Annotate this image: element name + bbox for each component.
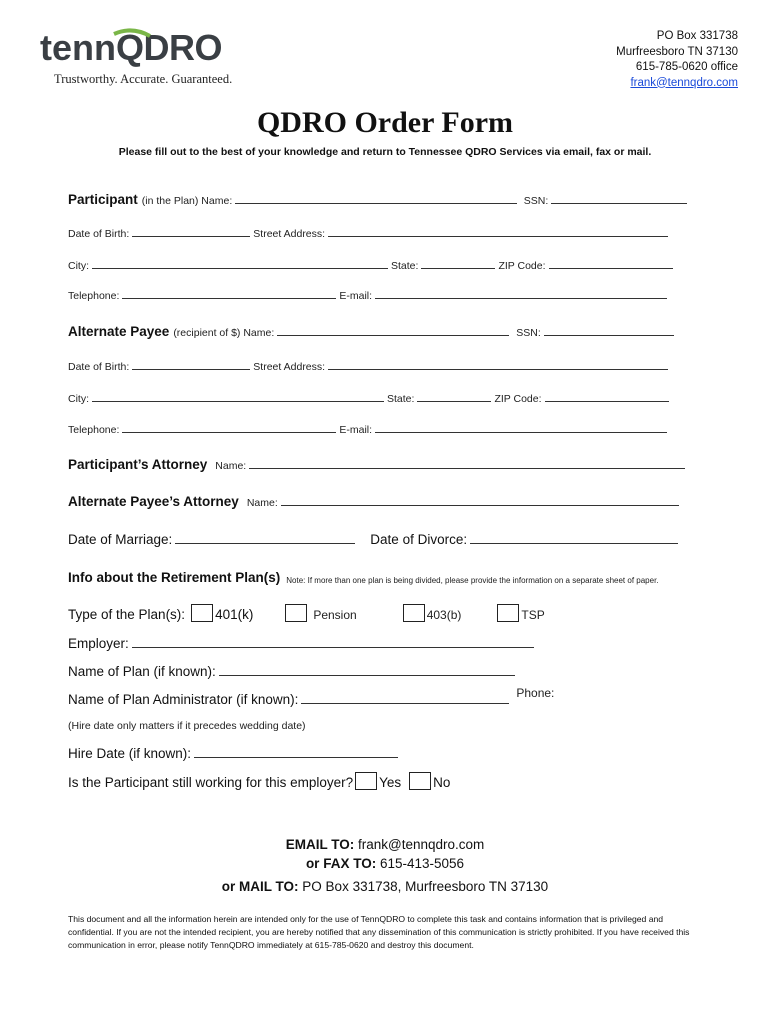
participant-attorney-name-label: Name: [215, 460, 247, 472]
participant-attorney-name-field[interactable] [249, 467, 685, 469]
contact-email-link[interactable]: frank@tennqdro.com [630, 76, 738, 89]
participant-city-field[interactable] [92, 267, 388, 269]
retirement-note: Note: If more than one plan is being divided, please provide the information on a separate sheet of paper. [286, 576, 659, 585]
alternate-street-field[interactable] [328, 368, 668, 370]
date-of-marriage-field[interactable] [175, 542, 355, 544]
instructions: Please fill out to the best of your knowledge and return to Tennessee QDRO Services via email, fax or mail. [118, 146, 652, 158]
alternate-attorney-name-label: Name: [246, 497, 278, 509]
fax-to-line [0, 856, 770, 871]
participant-heading: Participant [68, 192, 138, 207]
tagline: Trustworthy. Accurate. Guaranteed. [54, 72, 233, 86]
option-yes-label: Yes [379, 775, 402, 790]
alternate-dob-row [68, 361, 690, 373]
fax-to-value: 615-413-5056 [379, 856, 465, 871]
participant-zip-label: ZIP Code: [498, 260, 546, 272]
plan-name-field[interactable] [219, 674, 515, 676]
marriage-row [68, 532, 690, 547]
option-no-label: No [433, 775, 451, 790]
participant-street-field[interactable] [328, 235, 668, 237]
participant-email-label: E-mail: [339, 290, 373, 302]
participant-name-field[interactable] [235, 202, 517, 204]
alternate-heading: Alternate Payee [68, 324, 170, 339]
plan-type-label: Type of the Plan(s): [68, 607, 186, 622]
alternate-phone-row [68, 424, 690, 436]
contact-po-box: PO Box 331738 [656, 30, 738, 42]
participant-attorney-row [68, 457, 690, 472]
option-401k-label: 401(k) [215, 607, 254, 622]
fax-to-label: or FAX TO: [305, 856, 377, 871]
hire-date-field[interactable] [194, 756, 398, 758]
participant-state-label: State: [391, 260, 419, 272]
alternate-state-field[interactable] [417, 400, 491, 402]
alternate-dob-label: Date of Birth: [68, 361, 130, 373]
alternate-zip-label: ZIP Code: [494, 393, 542, 405]
hire-note-row [68, 720, 690, 732]
retirement-heading: Info about the Retirement Plan(s) [68, 570, 281, 585]
checkbox-pension[interactable] [285, 604, 307, 622]
retirement-heading-row [68, 570, 690, 585]
participant-telephone-field[interactable] [122, 297, 336, 299]
participant-telephone-label: Telephone: [68, 290, 120, 302]
still-working-label: Is the Participant still working for this employer? [68, 775, 354, 790]
checkbox-401k[interactable] [191, 604, 213, 622]
contact-city: Murfreesboro TN 37130 [616, 45, 738, 58]
participant-street-label: Street Address: [253, 228, 326, 240]
checkbox-tsp[interactable] [497, 604, 519, 622]
hire-date-note: (Hire date only matters if it precedes wedding date) [68, 720, 306, 732]
alternate-ssn-label: SSN: [516, 327, 541, 339]
participant-name-label: (in the Plan) Name: [141, 195, 233, 207]
plan-admin-row [68, 686, 690, 707]
alternate-city-field[interactable] [92, 400, 384, 402]
date-of-divorce-field[interactable] [470, 542, 678, 544]
participant-dob-label: Date of Birth: [68, 228, 130, 240]
participant-ssn-field[interactable] [551, 202, 687, 204]
participant-state-field[interactable] [421, 267, 495, 269]
employer-label: Employer: [68, 636, 129, 651]
logo-text-qdro: QDRO [116, 27, 222, 68]
option-tsp-label: TSP [521, 608, 545, 622]
contact-phone: 615-785-0620 office [635, 61, 738, 73]
participant-city-row [68, 260, 690, 272]
checkbox-yes[interactable] [355, 772, 377, 790]
hire-date-row [68, 746, 690, 761]
alternate-ssn-field[interactable] [544, 334, 674, 336]
confidentiality-disclaimer: This document and all the information herein are intended only for the use of TennQDRO to complete this task and contains information that is privileged and confidential. If you are not the intended recipient, you are hereby notified that any dissemination of this communication is strictly prohibited. If you have received this communication in error, please notify TennQDRO immediately at 615-785-0620 and destroy this document. [68, 914, 690, 951]
participant-attorney-heading: Participant’s Attorney [68, 457, 208, 472]
employer-row [68, 636, 690, 651]
option-403b-label: 403(b) [426, 608, 462, 622]
alternate-city-label: City: [68, 393, 89, 405]
plan-name-row [68, 664, 690, 679]
participant-phone-row [68, 290, 690, 302]
alternate-telephone-field[interactable] [122, 431, 336, 433]
alternate-email-field[interactable] [375, 431, 667, 433]
email-to-line [0, 837, 770, 852]
date-of-divorce-label: Date of Divorce: [370, 532, 468, 547]
plan-type-row [68, 604, 690, 622]
alternate-email-label: E-mail: [339, 424, 373, 436]
alternate-street-label: Street Address: [253, 361, 326, 373]
checkbox-no[interactable] [409, 772, 431, 790]
participant-dob-row [68, 228, 690, 240]
alternate-dob-field[interactable] [132, 368, 250, 370]
alternate-attorney-row [68, 494, 690, 509]
email-to-value[interactable]: frank@tennqdro.com [358, 837, 485, 852]
still-working-row [68, 772, 690, 790]
checkbox-403b[interactable] [403, 604, 425, 622]
mail-to-line [0, 879, 770, 894]
alternate-telephone-label: Telephone: [68, 424, 120, 436]
plan-admin-label: Name of Plan Administrator (if known): [68, 692, 299, 707]
date-of-marriage-label: Date of Marriage: [68, 532, 173, 547]
alternate-attorney-name-field[interactable] [281, 504, 679, 506]
participant-email-field[interactable] [375, 297, 667, 299]
alternate-name-label: (recipient of $) Name: [173, 327, 275, 339]
mail-to-value: PO Box 331738, Murfreesboro TN 37130 [302, 879, 549, 894]
page-title: QDRO Order Form [256, 106, 514, 139]
mail-to-label: or MAIL TO: [221, 879, 299, 894]
tennqdro-logo-icon [38, 24, 254, 70]
alternate-name-row [68, 324, 690, 339]
alternate-city-row [68, 393, 690, 405]
participant-ssn-label: SSN: [523, 195, 549, 207]
plan-name-label: Name of Plan (if known): [68, 664, 216, 679]
option-pension-label: Pension [313, 608, 357, 622]
alternate-attorney-heading: Alternate Payee’s Attorney [68, 494, 239, 509]
plan-admin-field[interactable] [301, 702, 509, 704]
alternate-name-field[interactable] [277, 334, 509, 336]
participant-name-row [68, 192, 690, 207]
logo-text-tenn: tenn [40, 27, 116, 68]
alternate-zip-field[interactable] [545, 400, 669, 402]
employer-field[interactable] [132, 646, 534, 648]
participant-city-label: City: [68, 260, 89, 272]
alternate-state-label: State: [387, 393, 415, 405]
participant-dob-field[interactable] [132, 235, 250, 237]
participant-zip-field[interactable] [549, 267, 673, 269]
contact-block [616, 29, 738, 91]
hire-date-label: Hire Date (if known): [68, 746, 192, 761]
email-to-label: EMAIL TO: [285, 837, 355, 852]
plan-admin-phone-label: Phone: [516, 686, 555, 700]
